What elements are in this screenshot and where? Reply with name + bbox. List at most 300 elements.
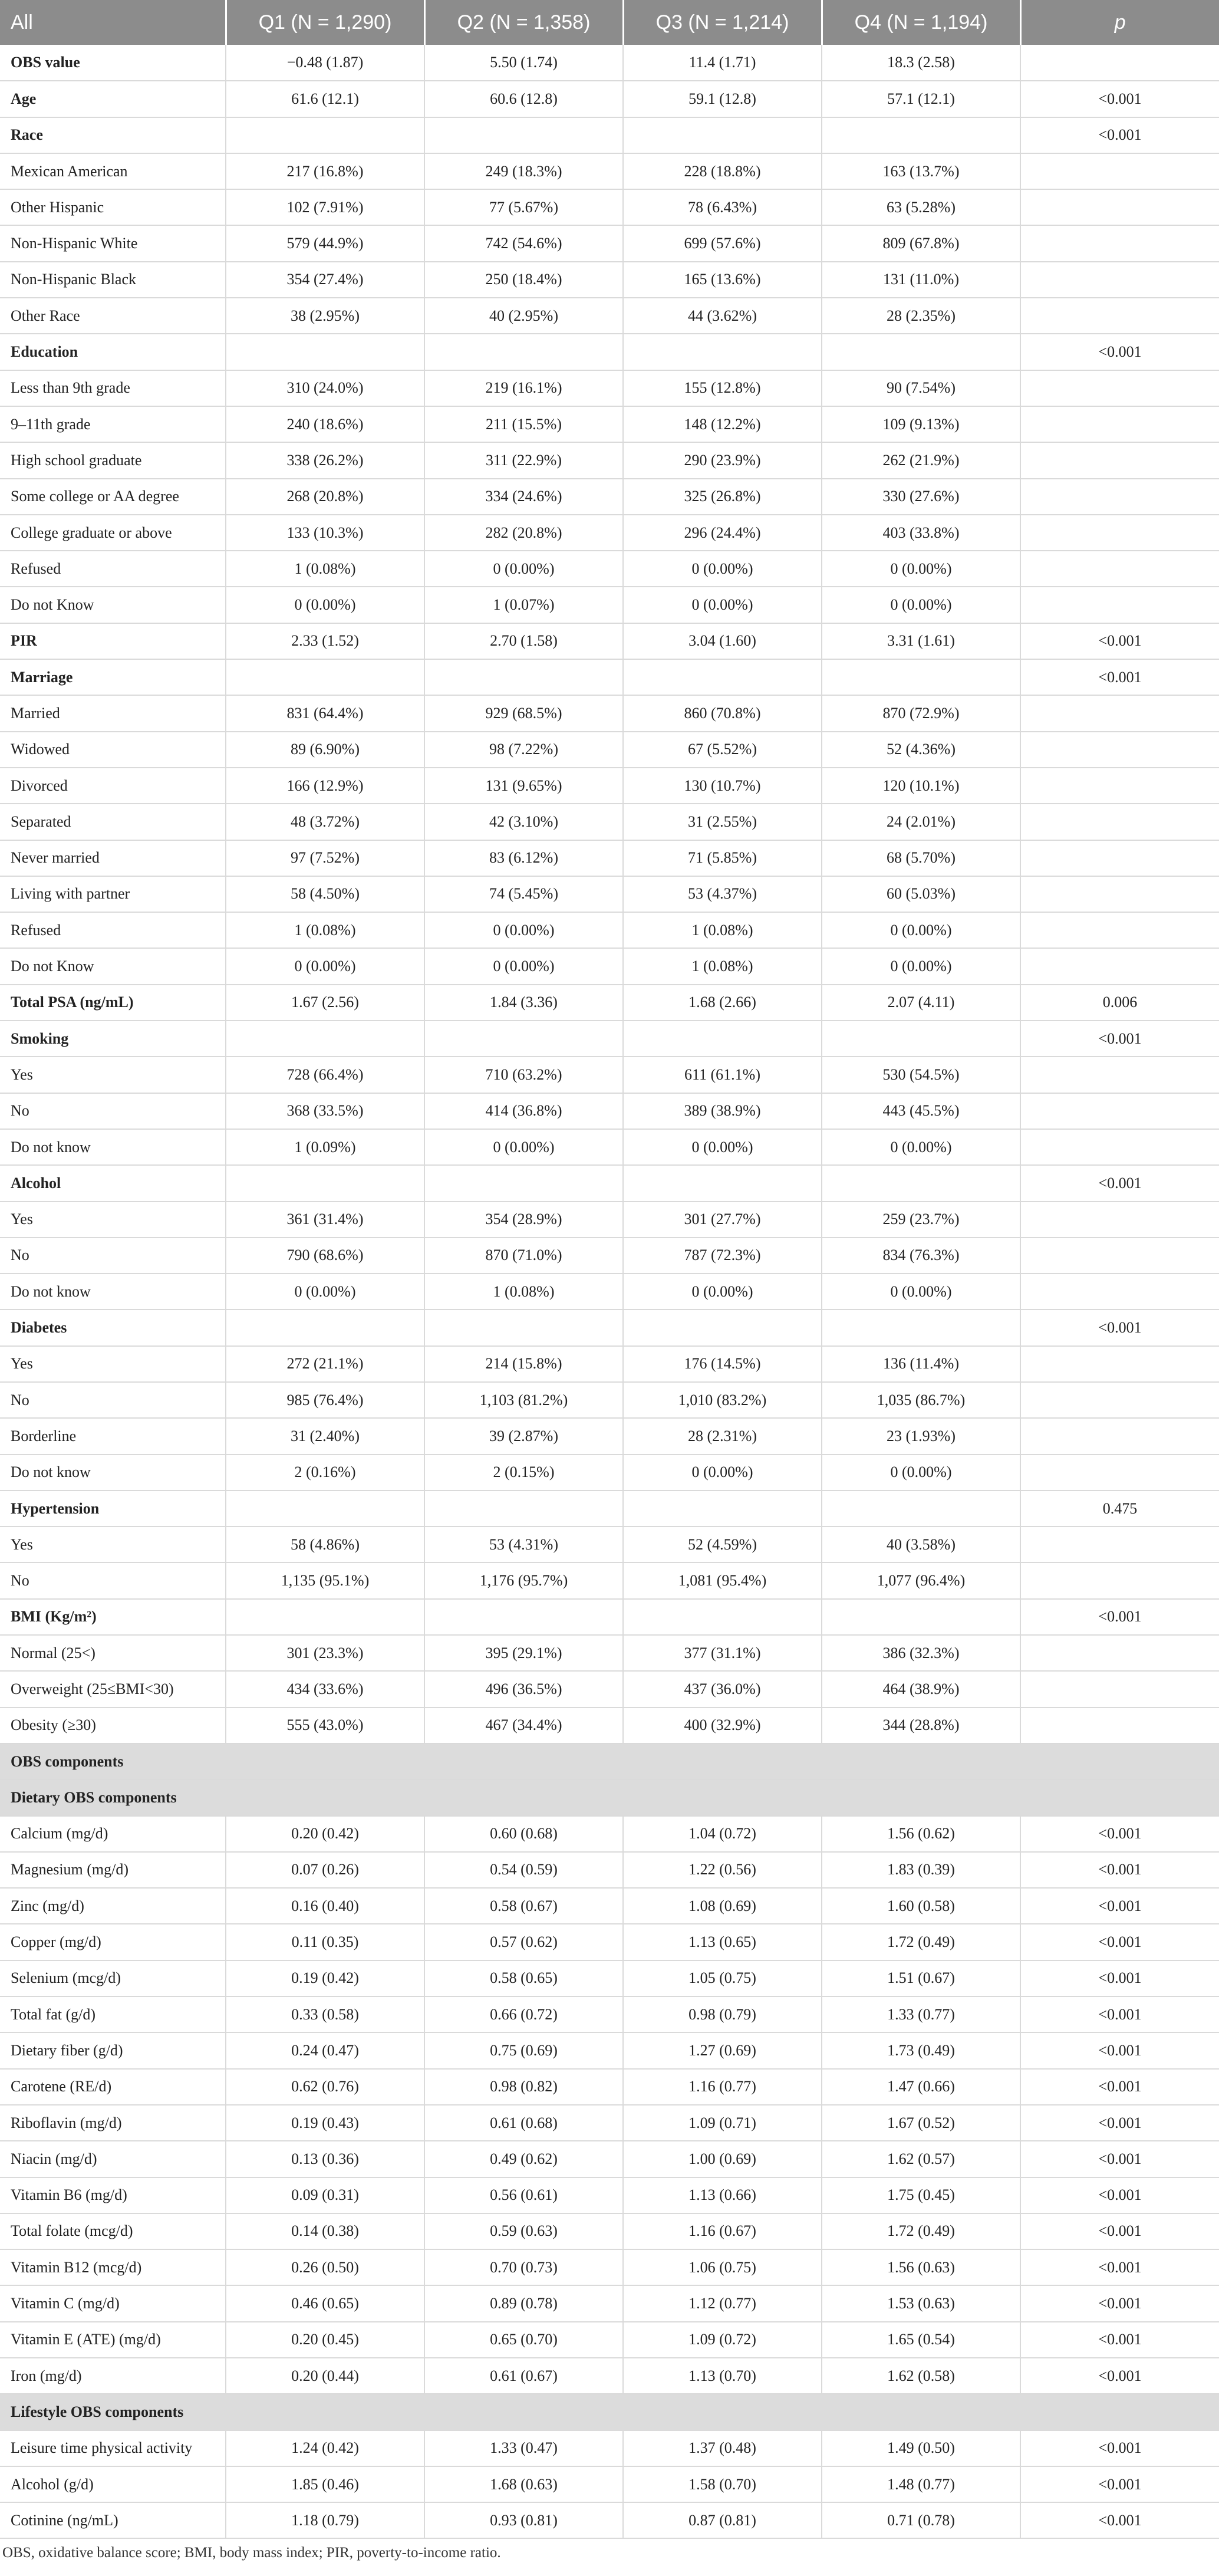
cell-q1: 0.20 (0.44): [226, 2358, 424, 2394]
section-row: [0, 45, 1219, 81]
cell-q2: 60.6 (12.8): [424, 81, 623, 117]
row-label: Cotinine (ng/mL): [0, 2502, 226, 2538]
cell-q3: 1.68 (2.66): [623, 985, 822, 1021]
cell-q2: 1 (0.08%): [424, 1274, 623, 1310]
cell-q2: 1,103 (81.2%): [424, 1382, 623, 1418]
cell-p: [1020, 768, 1219, 804]
cell-q4: [822, 1310, 1020, 1345]
cell-p: <0.001: [1020, 2069, 1219, 2105]
cell-q1: 240 (18.6%): [226, 406, 424, 442]
table-row: [0, 406, 1219, 442]
cell-q2: [424, 334, 623, 370]
table-row: [0, 1418, 1219, 1454]
table-row: [0, 1635, 1219, 1671]
row-label: BMI (Kg/m²): [0, 1599, 226, 1635]
cell-q4: [822, 1021, 1020, 1057]
cell-q1: 0 (0.00%): [226, 948, 424, 984]
cell-q2: 2.70 (1.58): [424, 623, 623, 659]
row-label: Do not know: [0, 1455, 226, 1491]
cell-q3: 1.27 (0.69): [623, 2032, 822, 2068]
cell-q3: 377 (31.1%): [623, 1635, 822, 1671]
cell-q2: 249 (18.3%): [424, 153, 623, 189]
table-row: [0, 2285, 1219, 2321]
cell-p: <0.001: [1020, 1888, 1219, 1924]
row-label: Yes: [0, 1526, 226, 1562]
row-label: No: [0, 1562, 226, 1598]
header-row: [0, 0, 1219, 45]
cell-q1: 790 (68.6%): [226, 1238, 424, 1274]
cell-q2: 0.49 (0.62): [424, 2141, 623, 2177]
row-label: Obesity (≥30): [0, 1708, 226, 1743]
cell-q1: [226, 334, 424, 370]
table-row: [0, 479, 1219, 515]
row-label: Mexican American: [0, 153, 226, 189]
row-label: Carotene (RE/d): [0, 2069, 226, 2105]
table-row: [0, 1129, 1219, 1165]
table-row: [0, 189, 1219, 225]
cell-q2: 0 (0.00%): [424, 1129, 623, 1165]
table-row: [0, 1708, 1219, 1743]
cell-q2: 219 (16.1%): [424, 370, 623, 406]
header-all: All: [0, 0, 226, 45]
cell-q3: 0 (0.00%): [623, 1455, 822, 1491]
table-row: [0, 2032, 1219, 2068]
table-row: [0, 2322, 1219, 2358]
cell-q2: 1.33 (0.47): [424, 2430, 623, 2466]
cell-q4: 834 (76.3%): [822, 1238, 1020, 1274]
table-row: [0, 1671, 1219, 1707]
cell-q3: [623, 659, 822, 695]
cell-q1: 2 (0.16%): [226, 1455, 424, 1491]
cell-q1: 0 (0.00%): [226, 1274, 424, 1310]
cell-q2: 311 (22.9%): [424, 442, 623, 478]
cell-p: [1020, 1238, 1219, 1274]
cell-q3: 1.13 (0.65): [623, 1924, 822, 1960]
cell-q1: 434 (33.6%): [226, 1671, 424, 1707]
cell-q1: 48 (3.72%): [226, 804, 424, 840]
cell-p: [1020, 1455, 1219, 1491]
cell-q4: 1,077 (96.4%): [822, 1562, 1020, 1598]
cell-q2: 0.57 (0.62): [424, 1924, 623, 1960]
cell-p: <0.001: [1020, 1996, 1219, 2032]
cell-q3: 290 (23.9%): [623, 442, 822, 478]
table-row: [0, 262, 1219, 298]
cell-q3: 31 (2.55%): [623, 804, 822, 840]
cell-q1: 338 (26.2%): [226, 442, 424, 478]
cell-p: <0.001: [1020, 1816, 1219, 1852]
cell-q1: 217 (16.8%): [226, 153, 424, 189]
cell-q1: 0.24 (0.47): [226, 2032, 424, 2068]
cell-p: <0.001: [1020, 2502, 1219, 2538]
cell-q1: 0.20 (0.42): [226, 1816, 424, 1852]
cell-q3: 1.09 (0.72): [623, 2322, 822, 2358]
cell-q2: 0.93 (0.81): [424, 2502, 623, 2538]
cell-q3: 28 (2.31%): [623, 1418, 822, 1454]
cell-p: [1020, 189, 1219, 225]
cell-q1: 1.85 (0.46): [226, 2466, 424, 2502]
cell-q4: 809 (67.8%): [822, 225, 1020, 261]
cell-p: <0.001: [1020, 1960, 1219, 1996]
cell-q4: [822, 659, 1020, 695]
cell-q4: 443 (45.5%): [822, 1093, 1020, 1129]
cell-p: <0.001: [1020, 2032, 1219, 2068]
cell-q1: 1 (0.08%): [226, 912, 424, 948]
cell-q4: 40 (3.58%): [822, 1526, 1020, 1562]
row-label: Diabetes: [0, 1310, 226, 1345]
row-label: Alcohol (g/d): [0, 2466, 226, 2502]
cell-q2: 870 (71.0%): [424, 1238, 623, 1274]
row-label: Divorced: [0, 768, 226, 804]
cell-q3: 1.08 (0.69): [623, 1888, 822, 1924]
cell-q1: 579 (44.9%): [226, 225, 424, 261]
cell-p: <0.001: [1020, 117, 1219, 153]
cell-q2: 929 (68.5%): [424, 695, 623, 731]
cell-q4: 403 (33.8%): [822, 515, 1020, 551]
cell-q4: 136 (11.4%): [822, 1346, 1020, 1382]
cell-p: <0.001: [1020, 2105, 1219, 2141]
cell-q4: 262 (21.9%): [822, 442, 1020, 478]
row-label: Dietary fiber (g/d): [0, 2032, 226, 2068]
section-band-row: [0, 1743, 1219, 1779]
table-row: [0, 1093, 1219, 1129]
row-label: Do not know: [0, 1274, 226, 1310]
cell-q4: 18.3 (2.58): [822, 45, 1020, 81]
header-q4: Q4 (N = 1,194): [822, 0, 1020, 45]
cell-q4: 1.48 (0.77): [822, 2466, 1020, 2502]
cell-p: [1020, 515, 1219, 551]
cell-q3: [623, 1491, 822, 1526]
cell-q3: 53 (4.37%): [623, 876, 822, 912]
cell-q4: 23 (1.93%): [822, 1418, 1020, 1454]
cell-q4: 1,035 (86.7%): [822, 1382, 1020, 1418]
cell-p: 0.006: [1020, 985, 1219, 1021]
cell-q2: 0.54 (0.59): [424, 1852, 623, 1888]
cell-q1: [226, 1165, 424, 1201]
table-row: [0, 1996, 1219, 2032]
cell-q4: 530 (54.5%): [822, 1057, 1020, 1093]
cell-q2: [424, 659, 623, 695]
cell-q2: 0.60 (0.68): [424, 1816, 623, 1852]
cell-q2: 211 (15.5%): [424, 406, 623, 442]
row-label: Do not know: [0, 1129, 226, 1165]
cell-q4: 109 (9.13%): [822, 406, 1020, 442]
table-row: [0, 1382, 1219, 1418]
row-label: Vitamin E (ATE) (mg/d): [0, 2322, 226, 2358]
cell-q3: [623, 1021, 822, 1057]
table-row: [0, 1346, 1219, 1382]
cell-p: <0.001: [1020, 1021, 1219, 1057]
cell-p: [1020, 948, 1219, 984]
cell-p: <0.001: [1020, 1599, 1219, 1635]
cell-q4: 1.72 (0.49): [822, 1924, 1020, 1960]
table-row: [0, 551, 1219, 587]
table-row: [0, 1526, 1219, 1562]
cell-q3: [623, 1310, 822, 1345]
cell-q1: 1 (0.08%): [226, 551, 424, 587]
cell-q3: 1.16 (0.67): [623, 2213, 822, 2249]
table-row: [0, 1057, 1219, 1093]
cell-q2: 0 (0.00%): [424, 551, 623, 587]
table-row: [0, 2466, 1219, 2502]
table-footnote: OBS, oxidative balance score; BMI, body mass index; PIR, poverty-to-income ratio.: [2, 2545, 501, 2561]
cell-p: [1020, 1635, 1219, 1671]
cell-q1: 38 (2.95%): [226, 298, 424, 334]
row-label: Total folate (mcg/d): [0, 2213, 226, 2249]
cell-p: <0.001: [1020, 1924, 1219, 1960]
row-label: Living with partner: [0, 876, 226, 912]
table-row: [0, 225, 1219, 261]
table-row: [0, 1455, 1219, 1491]
section-row: [0, 334, 1219, 370]
row-label: Borderline: [0, 1418, 226, 1454]
row-label: Niacin (mg/d): [0, 2141, 226, 2177]
cell-p: [1020, 1382, 1219, 1418]
cell-q1: 61.6 (12.1): [226, 81, 424, 117]
cell-q4: 52 (4.36%): [822, 732, 1020, 768]
cell-q4: 1.47 (0.66): [822, 2069, 1020, 2105]
cell-q3: 325 (26.8%): [623, 479, 822, 515]
cell-q4: 28 (2.35%): [822, 298, 1020, 334]
table-row: [0, 768, 1219, 804]
cell-q4: 163 (13.7%): [822, 153, 1020, 189]
row-label: No: [0, 1093, 226, 1129]
row-label: Total fat (g/d): [0, 1996, 226, 2032]
row-label: Other Hispanic: [0, 189, 226, 225]
cell-p: [1020, 732, 1219, 768]
header-q3: Q3 (N = 1,214): [623, 0, 822, 45]
cell-q3: 1.05 (0.75): [623, 1960, 822, 1996]
cell-q4: 120 (10.1%): [822, 768, 1020, 804]
cell-q1: 0.33 (0.58): [226, 1996, 424, 2032]
row-label: Never married: [0, 840, 226, 876]
table-row: [0, 2249, 1219, 2285]
row-label: Yes: [0, 1202, 226, 1238]
cell-q2: 42 (3.10%): [424, 804, 623, 840]
cell-q2: 0.59 (0.63): [424, 2213, 623, 2249]
cell-q2: 0.65 (0.70): [424, 2322, 623, 2358]
row-label: 9–11th grade: [0, 406, 226, 442]
cell-p: <0.001: [1020, 2141, 1219, 2177]
cell-q3: 165 (13.6%): [623, 262, 822, 298]
row-label: Vitamin B12 (mcg/d): [0, 2249, 226, 2285]
cell-q4: 464 (38.9%): [822, 1671, 1020, 1707]
cell-p: [1020, 1274, 1219, 1310]
cell-q4: 1.67 (0.52): [822, 2105, 1020, 2141]
cell-q4: 0 (0.00%): [822, 551, 1020, 587]
cell-q2: 334 (24.6%): [424, 479, 623, 515]
cell-q1: 0.16 (0.40): [226, 1888, 424, 1924]
cell-q3: 0.87 (0.81): [623, 2502, 822, 2538]
row-label: Yes: [0, 1346, 226, 1382]
row-label: Some college or AA degree: [0, 479, 226, 515]
cell-p: [1020, 1093, 1219, 1129]
cell-q4: 60 (5.03%): [822, 876, 1020, 912]
cell-q1: [226, 659, 424, 695]
row-label: High school graduate: [0, 442, 226, 478]
cell-q1: 1,135 (95.1%): [226, 1562, 424, 1598]
cell-q1: 1.24 (0.42): [226, 2430, 424, 2466]
table-row: [0, 840, 1219, 876]
cell-q2: 0.89 (0.78): [424, 2285, 623, 2321]
cell-p: [1020, 551, 1219, 587]
cell-q2: 53 (4.31%): [424, 1526, 623, 1562]
cell-q4: 0 (0.00%): [822, 587, 1020, 623]
cell-q3: [623, 1599, 822, 1635]
row-label: Vitamin C (mg/d): [0, 2285, 226, 2321]
cell-q2: 40 (2.95%): [424, 298, 623, 334]
row-label: Married: [0, 695, 226, 731]
cell-p: [1020, 225, 1219, 261]
cell-q2: 282 (20.8%): [424, 515, 623, 551]
cell-q1: 0.19 (0.42): [226, 1960, 424, 1996]
cell-q3: 1.22 (0.56): [623, 1852, 822, 1888]
cell-q2: 395 (29.1%): [424, 1635, 623, 1671]
cell-q4: 1.83 (0.39): [822, 1852, 1020, 1888]
cell-q2: 1 (0.07%): [424, 587, 623, 623]
cell-q2: 496 (36.5%): [424, 1671, 623, 1707]
section-row: [0, 623, 1219, 659]
row-label: Smoking: [0, 1021, 226, 1057]
cell-q3: 1.16 (0.77): [623, 2069, 822, 2105]
cell-q1: [226, 1021, 424, 1057]
row-label: Alcohol: [0, 1165, 226, 1201]
row-label: Less than 9th grade: [0, 370, 226, 406]
row-label: Magnesium (mg/d): [0, 1852, 226, 1888]
cell-q3: 59.1 (12.8): [623, 81, 822, 117]
cell-q3: 301 (27.7%): [623, 1202, 822, 1238]
cell-q1: 166 (12.9%): [226, 768, 424, 804]
cell-p: [1020, 695, 1219, 731]
table-row: [0, 1816, 1219, 1852]
cell-q1: 301 (23.3%): [226, 1635, 424, 1671]
row-label: PIR: [0, 623, 226, 659]
cell-q3: 1.58 (0.70): [623, 2466, 822, 2502]
table-row: [0, 2430, 1219, 2466]
cell-q2: 83 (6.12%): [424, 840, 623, 876]
cell-p: <0.001: [1020, 2285, 1219, 2321]
cell-p: [1020, 804, 1219, 840]
table-row: [0, 298, 1219, 334]
cell-q2: 5.50 (1.74): [424, 45, 623, 81]
cell-q3: 1 (0.08%): [623, 948, 822, 984]
table-row: [0, 2069, 1219, 2105]
cell-p: [1020, 1671, 1219, 1707]
cell-q4: 1.60 (0.58): [822, 1888, 1020, 1924]
cell-q1: 0.07 (0.26): [226, 1852, 424, 1888]
cell-q2: 414 (36.8%): [424, 1093, 623, 1129]
cell-q1: 1.67 (2.56): [226, 985, 424, 1021]
cell-q3: [623, 1165, 822, 1201]
row-label: Non-Hispanic White: [0, 225, 226, 261]
cell-q3: 71 (5.85%): [623, 840, 822, 876]
cell-q1: 97 (7.52%): [226, 840, 424, 876]
cell-q4: 1.49 (0.50): [822, 2430, 1020, 2466]
cell-q4: 1.65 (0.54): [822, 2322, 1020, 2358]
cell-q3: 1.13 (0.70): [623, 2358, 822, 2394]
cell-q2: 39 (2.87%): [424, 1418, 623, 1454]
cell-q1: −0.48 (1.87): [226, 45, 424, 81]
cell-q3: 155 (12.8%): [623, 370, 822, 406]
cell-q4: 1.62 (0.57): [822, 2141, 1020, 2177]
cell-q4: [822, 1491, 1020, 1526]
row-label: Non-Hispanic Black: [0, 262, 226, 298]
cell-p: <0.001: [1020, 2430, 1219, 2466]
cell-q3: 176 (14.5%): [623, 1346, 822, 1382]
cell-q4: 0.71 (0.78): [822, 2502, 1020, 2538]
cell-p: [1020, 876, 1219, 912]
table-row: [0, 2105, 1219, 2141]
cell-p: <0.001: [1020, 2466, 1219, 2502]
cell-q3: 787 (72.3%): [623, 1238, 822, 1274]
row-label: Refused: [0, 912, 226, 948]
cell-q1: 354 (27.4%): [226, 262, 424, 298]
cell-q2: 742 (54.6%): [424, 225, 623, 261]
cell-q2: 710 (63.2%): [424, 1057, 623, 1093]
cell-q3: 389 (38.9%): [623, 1093, 822, 1129]
cell-q4: [822, 117, 1020, 153]
cell-q4: 2.07 (4.11): [822, 985, 1020, 1021]
cell-q4: 1.53 (0.63): [822, 2285, 1020, 2321]
cell-q2: [424, 1599, 623, 1635]
cell-p: <0.001: [1020, 2358, 1219, 2394]
cell-q3: 148 (12.2%): [623, 406, 822, 442]
cell-q1: 1.18 (0.79): [226, 2502, 424, 2538]
section-band-label: Dietary OBS components: [0, 1779, 1219, 1815]
cell-q2: 0.58 (0.67): [424, 1888, 623, 1924]
table-body: [0, 45, 1219, 2538]
header-q1: Q1 (N = 1,290): [226, 0, 424, 45]
cell-q1: 310 (24.0%): [226, 370, 424, 406]
cell-p: <0.001: [1020, 334, 1219, 370]
cell-q1: 0.11 (0.35): [226, 1924, 424, 1960]
row-label: Separated: [0, 804, 226, 840]
row-label: Do not Know: [0, 587, 226, 623]
cell-q1: 272 (21.1%): [226, 1346, 424, 1382]
header-p: p: [1020, 0, 1219, 45]
cell-q1: 0.20 (0.45): [226, 2322, 424, 2358]
cell-q1: 0.09 (0.31): [226, 2177, 424, 2213]
cell-q2: [424, 1021, 623, 1057]
table-row: [0, 442, 1219, 478]
cell-q3: 1,010 (83.2%): [623, 1382, 822, 1418]
cell-q3: 0 (0.00%): [623, 587, 822, 623]
cell-p: [1020, 153, 1219, 189]
table-row: [0, 2358, 1219, 2394]
cell-q2: 0.98 (0.82): [424, 2069, 623, 2105]
table-row: [0, 1852, 1219, 1888]
cell-p: <0.001: [1020, 2213, 1219, 2249]
cell-q4: 90 (7.54%): [822, 370, 1020, 406]
cell-p: [1020, 1708, 1219, 1743]
cell-p: [1020, 262, 1219, 298]
cell-q2: 1.68 (0.63): [424, 2466, 623, 2502]
row-label: Education: [0, 334, 226, 370]
cell-p: [1020, 442, 1219, 478]
cell-q3: 11.4 (1.71): [623, 45, 822, 81]
section-row: [0, 1165, 1219, 1201]
cell-p: [1020, 587, 1219, 623]
cell-q1: [226, 117, 424, 153]
cell-q2: [424, 117, 623, 153]
cell-q3: 1.12 (0.77): [623, 2285, 822, 2321]
cell-q4: 68 (5.70%): [822, 840, 1020, 876]
cell-q3: 1.00 (0.69): [623, 2141, 822, 2177]
table-row: [0, 948, 1219, 984]
row-label: No: [0, 1382, 226, 1418]
cell-q3: 1,081 (95.4%): [623, 1562, 822, 1598]
cell-q1: 89 (6.90%): [226, 732, 424, 768]
row-label: Age: [0, 81, 226, 117]
